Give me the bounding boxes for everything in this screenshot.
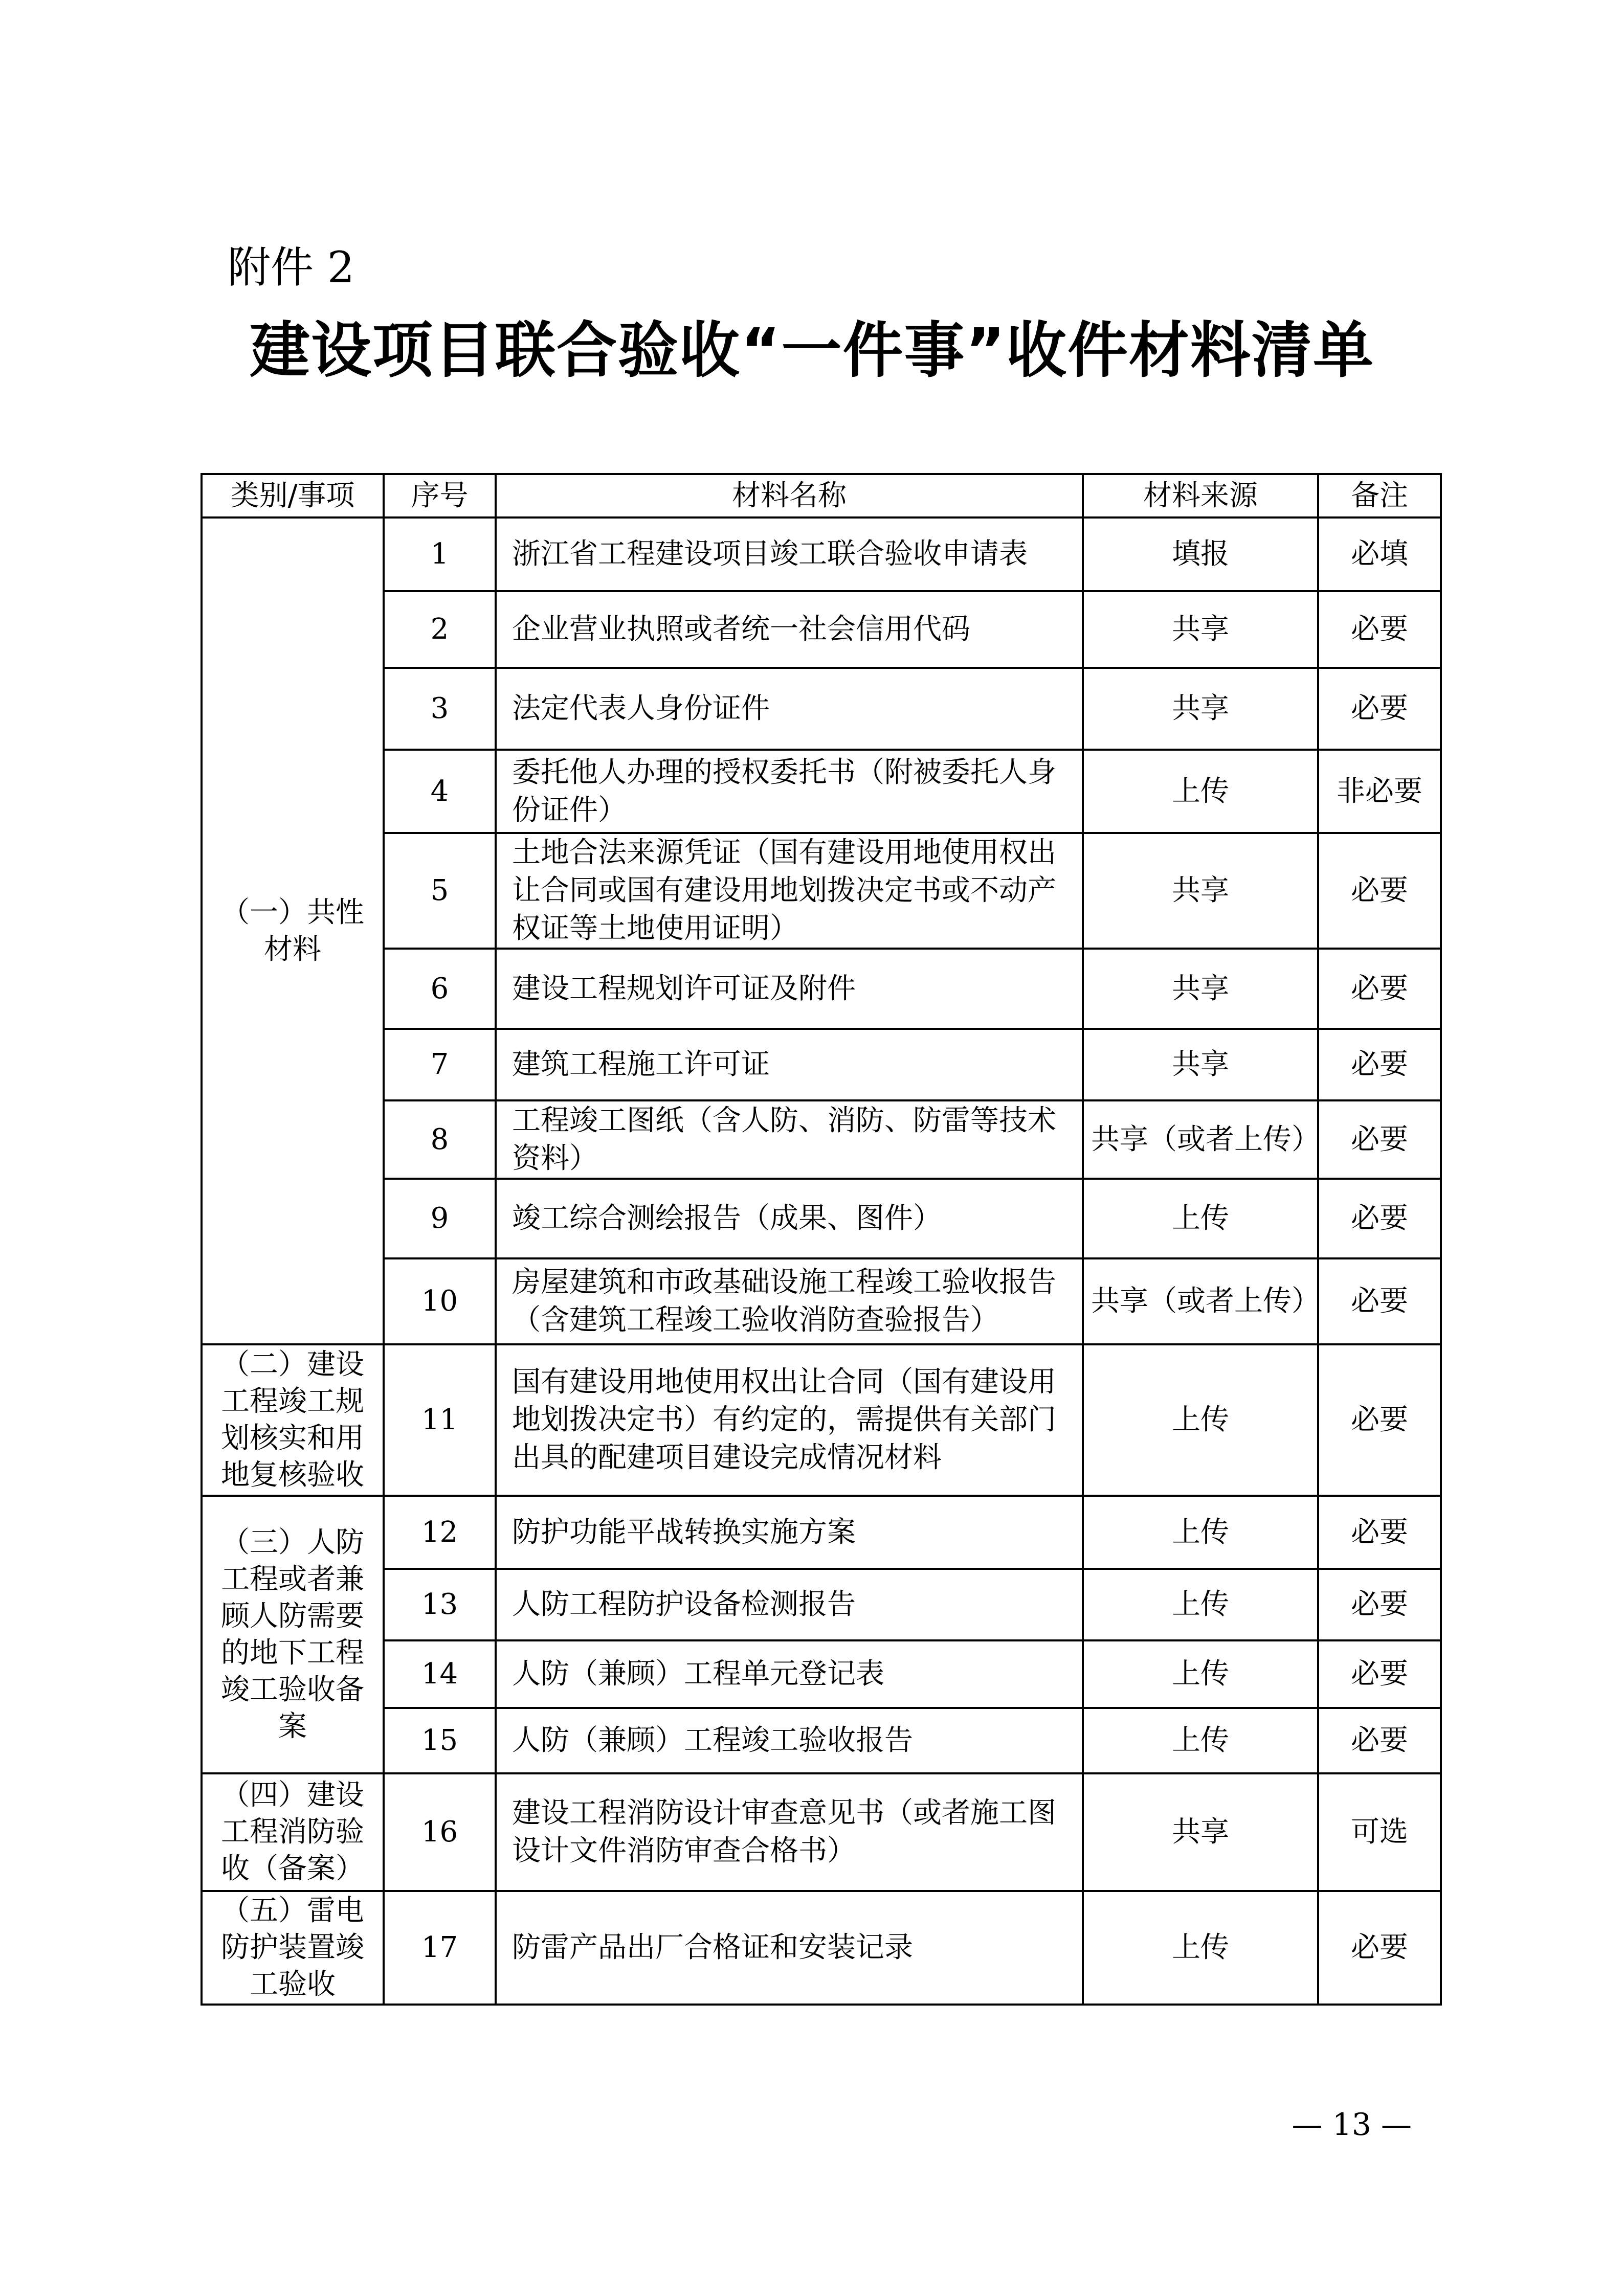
table-row [202,591,1441,668]
source-cell: 共享 [1083,668,1318,750]
note-cell: 必要 [1318,833,1441,949]
note-cell: 必要 [1318,949,1441,1029]
source-cell: 上传 [1083,1891,1318,2005]
source-cell: 共享 [1083,949,1318,1029]
table-row [202,1344,1441,1496]
seq-cell: 7 [384,1029,496,1100]
table-row [202,833,1441,949]
category-cell: （三）人防工程或者兼顾人防需要的地下工程竣工验收备案 [202,1496,384,1773]
note-cell: 必要 [1318,1569,1441,1640]
seq-cell: 15 [384,1708,496,1773]
note-cell: 可选 [1318,1773,1441,1891]
seq-cell: 5 [384,833,496,949]
note-cell: 必要 [1318,1496,1441,1569]
material-name-cell: 建筑工程施工许可证 [496,1029,1083,1100]
material-name-cell: 人防工程防护设备检测报告 [496,1569,1083,1640]
material-name-cell: 建设工程消防设计审查意见书（或者施工图设计文件消防审查合格书） [496,1773,1083,1891]
column-header-source: 材料来源 [1083,474,1318,517]
note-cell: 必填 [1318,517,1441,591]
note-cell: 非必要 [1318,750,1441,833]
column-header-note: 备注 [1318,474,1441,517]
material-name-cell: 国有建设用地使用权出让合同（国有建设用地划拨决定书）有约定的，需提供有关部门出具的配建项目建设完成情况材料 [496,1344,1083,1496]
material-name-cell: 房屋建筑和市政基础设施工程竣工验收报告（含建筑工程竣工验收消防查验报告） [496,1258,1083,1344]
note-cell: 必要 [1318,1891,1441,2005]
seq-cell: 16 [384,1773,496,1891]
source-cell: 上传 [1083,1708,1318,1773]
column-header-category: 类别/事项 [202,474,384,517]
seq-cell: 4 [384,750,496,833]
table-header-row [202,474,1441,517]
seq-cell: 14 [384,1640,496,1708]
page-number: — 13 — [1292,2107,1412,2143]
material-name-cell: 工程竣工图纸（含人防、消防、防雷等技术资料） [496,1100,1083,1179]
table-row [202,1773,1441,1891]
note-cell: 必要 [1318,1029,1441,1100]
source-cell: 上传 [1083,1496,1318,1569]
source-cell: 上传 [1083,1344,1318,1496]
note-cell: 必要 [1318,591,1441,668]
source-cell: 填报 [1083,517,1318,591]
materials-table [201,473,1442,2006]
table-row [202,517,1441,591]
note-cell: 必要 [1318,668,1441,750]
material-name-cell: 企业营业执照或者统一社会信用代码 [496,591,1083,668]
table-row [202,1640,1441,1708]
table-row [202,1569,1441,1640]
seq-cell: 2 [384,591,496,668]
note-cell: 必要 [1318,1258,1441,1344]
source-cell: 上传 [1083,1640,1318,1708]
seq-cell: 10 [384,1258,496,1344]
table-row [202,949,1441,1029]
source-cell: 共享 [1083,591,1318,668]
column-header-seq: 序号 [384,474,496,517]
category-cell: （二）建设工程竣工规划核实和用地复核验收 [202,1344,384,1496]
material-name-cell: 建设工程规划许可证及附件 [496,949,1083,1029]
material-name-cell: 浙江省工程建设项目竣工联合验收申请表 [496,517,1083,591]
note-cell: 必要 [1318,1708,1441,1773]
column-header-name: 材料名称 [496,474,1083,517]
material-name-cell: 法定代表人身份证件 [496,668,1083,750]
source-cell: 共享 [1083,1029,1318,1100]
table-row [202,1029,1441,1100]
material-name-cell: 竣工综合测绘报告（成果、图件） [496,1179,1083,1258]
material-name-cell: 防雷产品出厂合格证和安装记录 [496,1891,1083,2005]
document-title: 建设项目联合验收“一件事”收件材料清单 [249,315,1375,386]
material-name-cell: 防护功能平战转换实施方案 [496,1496,1083,1569]
seq-cell: 13 [384,1569,496,1640]
material-name-cell: 土地合法来源凭证（国有建设用地使用权出让合同或国有建设用地划拨决定书或不动产权证等土地使用证明） [496,833,1083,949]
table-row [202,1258,1441,1344]
source-cell: 上传 [1083,1179,1318,1258]
seq-cell: 8 [384,1100,496,1179]
source-cell: 共享（或者上传） [1083,1258,1318,1344]
table-row [202,1708,1441,1773]
material-name-cell: 人防（兼顾）工程单元登记表 [496,1640,1083,1708]
seq-cell: 11 [384,1344,496,1496]
category-cell: （四）建设工程消防验收（备案） [202,1773,384,1891]
table-row [202,750,1441,833]
seq-cell: 3 [384,668,496,750]
material-name-cell: 人防（兼顾）工程竣工验收报告 [496,1708,1083,1773]
seq-cell: 9 [384,1179,496,1258]
seq-cell: 12 [384,1496,496,1569]
table-row [202,1496,1441,1569]
source-cell: 共享（或者上传） [1083,1100,1318,1179]
seq-cell: 1 [384,517,496,591]
seq-cell: 6 [384,949,496,1029]
category-cell: （一）共性材料 [202,517,384,1344]
table-row [202,1100,1441,1179]
attachment-label: 附件 2 [228,242,355,292]
source-cell: 上传 [1083,750,1318,833]
source-cell: 共享 [1083,1773,1318,1891]
category-cell: （五）雷电防护装置竣工验收 [202,1891,384,2005]
material-name-cell: 委托他人办理的授权委托书（附被委托人身份证件） [496,750,1083,833]
seq-cell: 17 [384,1891,496,2005]
table-row [202,668,1441,750]
note-cell: 必要 [1318,1344,1441,1496]
table-row [202,1179,1441,1258]
source-cell: 上传 [1083,1569,1318,1640]
source-cell: 共享 [1083,833,1318,949]
note-cell: 必要 [1318,1640,1441,1708]
note-cell: 必要 [1318,1179,1441,1258]
note-cell: 必要 [1318,1100,1441,1179]
table-row [202,1891,1441,2005]
